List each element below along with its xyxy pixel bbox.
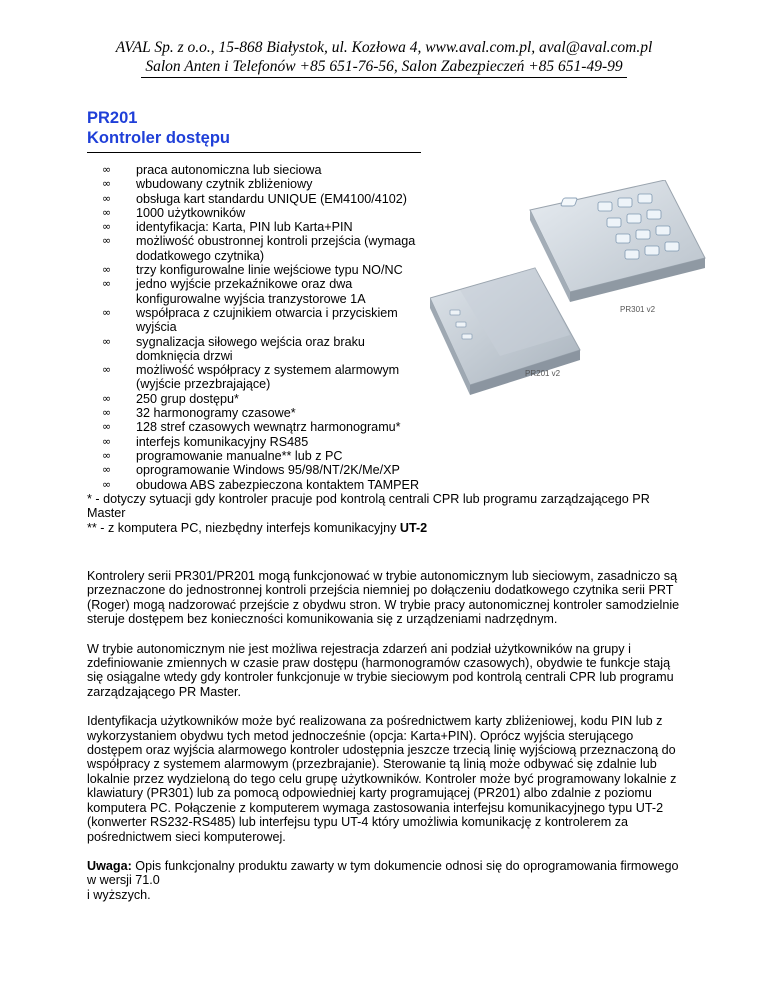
description bbox=[87, 569, 687, 917]
feature-text: programowanie manualne** lub z PC bbox=[136, 448, 343, 463]
bullet-icon: ∞ bbox=[102, 463, 112, 477]
company-header bbox=[0, 38, 768, 78]
bullet-icon: ∞ bbox=[102, 420, 112, 434]
feature-list bbox=[102, 163, 432, 492]
feature-item bbox=[102, 263, 432, 277]
feature-text: obsługa kart standardu UNIQUE (EM4100/4102) bbox=[136, 191, 407, 206]
remark bbox=[87, 859, 687, 902]
pr201-label: PR201 v2 bbox=[525, 369, 561, 378]
product-name: Kontroler dostępu bbox=[87, 129, 230, 147]
feature-item bbox=[102, 435, 432, 449]
feature-text: interfejs komunikacyjny RS485 bbox=[136, 434, 309, 449]
footnote-2-text: ** - z komputera PC, niezbędny interfejs komunikacyjny bbox=[87, 520, 400, 535]
footnote-2-interface: UT-2 bbox=[399, 520, 428, 535]
feature-item bbox=[102, 163, 432, 177]
remark-text-2: i wyższych. bbox=[87, 887, 151, 902]
paragraph-1: Kontrolery serii PR301/PR201 mogą funkcjonować w trybie autonomicznym lub sieciowym, zasadniczo są przeznaczone do jednostronnej kontroli przejścia niemniej po dołączeniu dodatkowego czytnika serii PRT (Roger) mogą nadzorować przejście z obydwu stron. W trybie pracy autonomicznej kontroler samodzielnie steruje dostępem bez konieczności komunikowania się z urządzeniami nadrzędnym. bbox=[87, 569, 680, 627]
feature-text: obudowa ABS zabezpieczona kontaktem TAMPER bbox=[136, 477, 420, 492]
bullet-icon: ∞ bbox=[102, 234, 112, 248]
footnotes bbox=[87, 492, 687, 535]
paragraph-2: W trybie autonomicznym nie jest możliwa rejestracja zdarzeń ani podział użytkowników na grupy i zdefiniowanie zmiennych w czasie praw dostępu (harmonogramów czasowych), obydwie te funkcje stają się osiągalne wtedy gdy kontroler funkcjonuje w trybie sieciowym pod kontrolą centrali CPR lub programu zarządzającego PR Master. bbox=[87, 641, 674, 699]
remark-text: Opis funkcjonalny produktu zawarty w tym dokumencie odnosi się do oprogramowania firmowego w wersji 71.0 bbox=[87, 858, 679, 888]
feature-item bbox=[102, 206, 432, 220]
feature-item bbox=[102, 220, 432, 234]
feature-item bbox=[102, 234, 432, 263]
product-model: PR201 bbox=[87, 109, 138, 127]
bullet-icon: ∞ bbox=[102, 220, 112, 234]
feature-item bbox=[102, 463, 432, 477]
feature-item bbox=[102, 335, 432, 364]
paragraph-3: Identyfikacja użytkowników może być realizowana za pośrednictwem karty zbliżeniowej, kodu PIN lub z wykorzystaniem obydwu tych metod jednocześnie (opcja: Karta+PIN). Oprócz wyjścia sterującego dostępem oraz wyjścia alarmowego kontroler udostępnia jeszcze trzecią linię wyjściową przeznaczoną do współpracy z systemem alarmowym (przezbrajanie). Sterowanie tą linią może odbywać się zdalnie lub lokalnie przez wydzieloną do tego celu grupę użytkowników. Kontroler może być programowany lokalnie z klawiatury (PR301) lub za pomocą odpowiedniej karty programującej (PR201) albo zdalnie z poziomu komputera PC. Połączenie z komputerem wymaga zastosowania interfejsu komunikacyjnego typu UT-2 (konwerter RS232-RS485) lub interfejsu typu UT-4 który umożliwia komunikację z kontrolerem za pośrednictwem sieci komputerowej. bbox=[87, 714, 677, 844]
feature-item bbox=[102, 392, 432, 406]
feature-text: 1000 użytkowników bbox=[136, 205, 246, 220]
feature-item bbox=[102, 177, 432, 191]
feature-text: możliwość współpracy z systemem alarmowym (wyjście przezbrajające) bbox=[136, 363, 400, 392]
feature-text: oprogramowanie Windows 95/98/NT/2K/Me/XP bbox=[136, 463, 400, 478]
feature-text: 250 grup dostępu* bbox=[136, 391, 239, 406]
title-divider bbox=[87, 152, 421, 153]
feature-item bbox=[102, 306, 432, 335]
feature-item bbox=[102, 277, 432, 306]
feature-text: praca autonomiczna lub sieciowa bbox=[136, 163, 322, 177]
company-salons: Salon Anten i Telefonów +85 651-76-56, Salon Zabezpieczeń +85 651-49-99 bbox=[141, 57, 626, 78]
bullet-icon: ∞ bbox=[102, 334, 112, 348]
remark-label: Uwaga: bbox=[87, 858, 132, 873]
product-title bbox=[87, 108, 230, 148]
feature-text: trzy konfigurowalne linie wejściowe typu NO/NC bbox=[136, 263, 403, 278]
feature-item bbox=[102, 478, 432, 492]
bullet-icon: ∞ bbox=[102, 363, 112, 377]
pr301-device bbox=[530, 180, 705, 314]
feature-item bbox=[102, 406, 432, 420]
feature-text: jedno wyjście przekaźnikowe oraz dwa konfigurowalne wyjścia tranzystorowe 1A bbox=[136, 277, 366, 306]
feature-text: wbudowany czytnik zbliżeniowy bbox=[136, 177, 313, 192]
feature-item bbox=[102, 192, 432, 206]
pr201-device bbox=[430, 268, 580, 395]
product-photo bbox=[430, 180, 710, 400]
feature-text: możliwość obustronnej kontroli przejścia (wymaga dodatkowego czytnika) bbox=[136, 234, 416, 263]
pr301-label: PR301 v2 bbox=[620, 305, 656, 314]
feature-item bbox=[102, 420, 432, 434]
feature-text: identyfikacja: Karta, PIN lub Karta+PIN bbox=[136, 220, 353, 235]
feature-item bbox=[102, 363, 432, 392]
company-address: AVAL Sp. z o.o., 15-868 Białystok, ul. Kozłowa 4, www.aval.com.pl, aval@aval.com.pl bbox=[115, 39, 653, 56]
bullet-icon: ∞ bbox=[102, 477, 112, 491]
bullet-icon: ∞ bbox=[102, 163, 112, 176]
bullet-icon: ∞ bbox=[102, 305, 112, 319]
bullet-icon: ∞ bbox=[102, 191, 112, 205]
bullet-icon: ∞ bbox=[102, 406, 112, 420]
feature-text: sygnalizacja siłowego wejścia oraz braku domknięcia drzwi bbox=[136, 334, 365, 363]
footnote-2 bbox=[87, 521, 687, 535]
feature-text: 32 harmonogramy czasowe* bbox=[136, 406, 296, 421]
bullet-icon: ∞ bbox=[102, 263, 112, 277]
feature-text: współpraca z czujnikiem otwarcia i przyciskiem wyjścia bbox=[136, 305, 398, 335]
bullet-icon: ∞ bbox=[102, 177, 112, 191]
feature-text: 128 stref czasowych wewnątrz harmonogramu* bbox=[136, 420, 401, 435]
bullet-icon: ∞ bbox=[102, 434, 112, 448]
bullet-icon: ∞ bbox=[102, 391, 112, 405]
bullet-icon: ∞ bbox=[102, 205, 112, 219]
footnote-1: * - dotyczy sytuacji gdy kontroler pracuje pod kontrolą centrali CPR lub programu zarządzającego PR Master bbox=[87, 492, 650, 521]
feature-item bbox=[102, 449, 432, 463]
bullet-icon: ∞ bbox=[102, 448, 112, 462]
bullet-icon: ∞ bbox=[102, 277, 112, 291]
